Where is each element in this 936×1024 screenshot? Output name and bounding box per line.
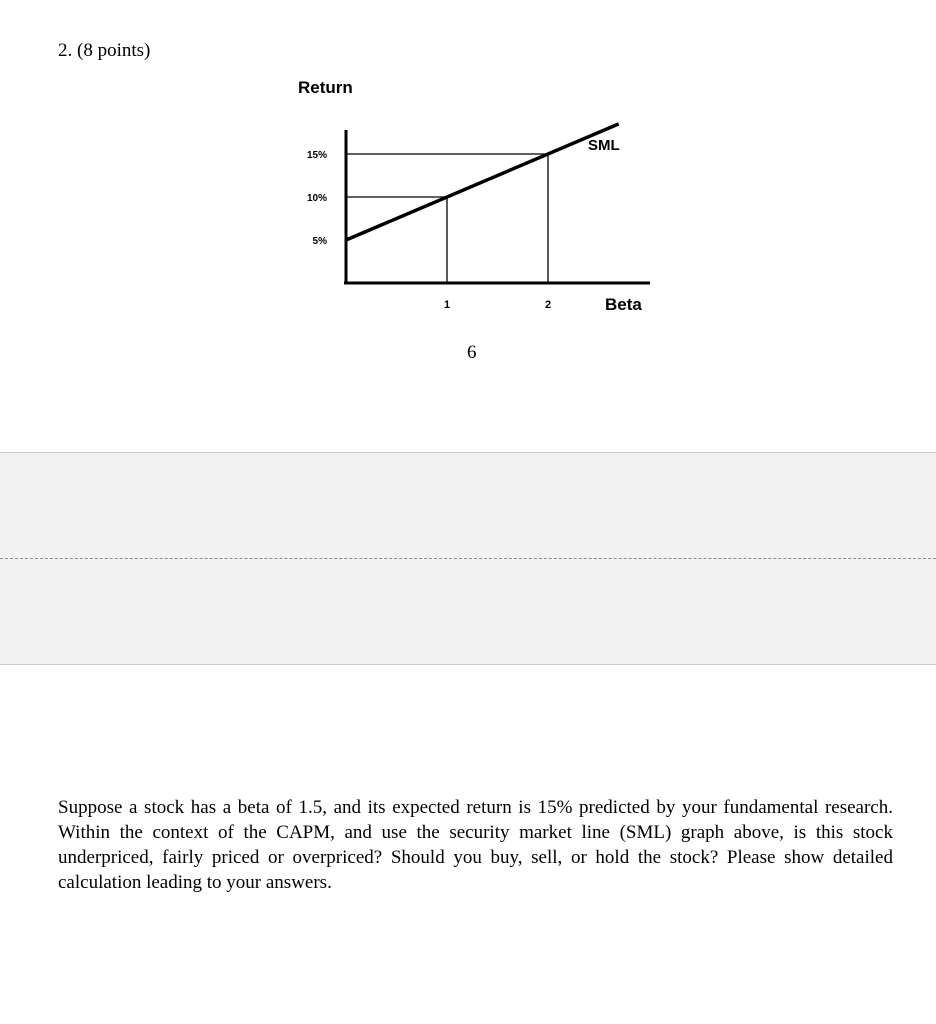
sml-line: [346, 124, 619, 240]
sml-chart: [0, 0, 936, 340]
question-header: 2. (8 points): [58, 40, 151, 61]
x-axis-label: Beta: [605, 295, 642, 314]
y-tick-label: 15%: [306, 150, 327, 161]
page-number: 6: [467, 342, 477, 363]
x-tick-label: 1: [443, 299, 451, 311]
reference-lines: [346, 154, 548, 283]
y-tick-labels: [307, 150, 327, 247]
sml-label: SML: [588, 137, 620, 154]
page-break-divider: [0, 558, 936, 559]
x-tick-label: 2: [544, 299, 552, 311]
question-text: Suppose a stock has a beta of 1.5, and its expected return is 15% predicted by your fundamental research. Within the context of the CAPM, and use the security market line (SML) graph above, is this stock underpriced, fairly priced or overpriced? Should you buy, sell, or hold the stock? Please show detailed calculation leading to your answers.: [58, 797, 893, 893]
x-tick-labels: [444, 299, 551, 311]
page-break: [0, 452, 936, 665]
y-tick-label: 5%: [312, 236, 327, 247]
y-tick-label: 10%: [306, 193, 327, 204]
y-axis-label: Return: [298, 78, 353, 97]
